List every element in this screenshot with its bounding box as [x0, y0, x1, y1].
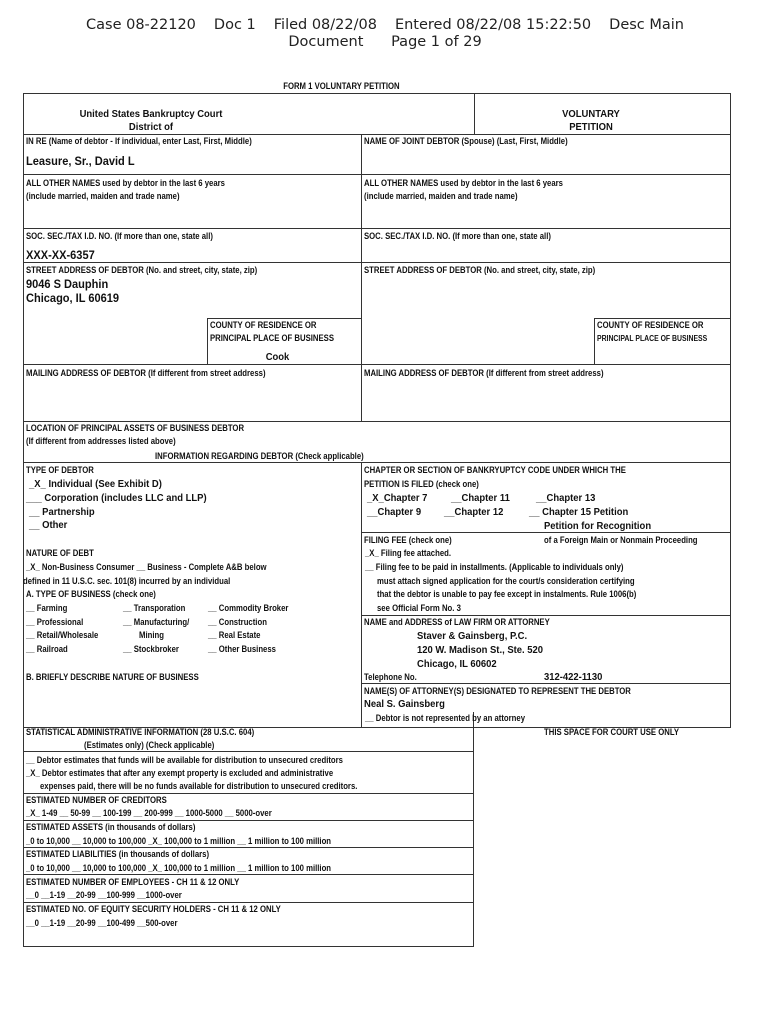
not-represented-option: __ Debtor is not represented by an attorney [365, 713, 526, 723]
business-other: __ Other Business [208, 644, 276, 654]
employees-options: __0 __1-19 __20-99 __100-999 __1000-over [26, 890, 182, 900]
other-names-note: (include married, maiden and trade name) [26, 191, 180, 201]
filing-fee-installments: __ Filing fee to be paid in installments. (Applicable to individuals only) [365, 562, 624, 572]
law-firm-street: 120 W. Madison St., Ste. 520 [417, 644, 544, 656]
desc: Desc Main [609, 17, 684, 33]
joint-mailing-label: MAILING ADDRESS OF DEBTOR (If different from street address) [364, 368, 604, 378]
filing-fee-label: FILING FEE (check one) [364, 535, 452, 545]
filing-fee-line3: must attach signed application for the court/s consideration certifying [377, 576, 635, 586]
filing-fee-line4: that the debtor is unable to pay fee except in instalments. Rule 1006(b) [377, 589, 637, 599]
creditors-label: ESTIMATED NUMBER OF CREDITORS [26, 795, 167, 805]
joint-county-label-2: PRINCIPAL PLACE OF BUSINESS [597, 334, 708, 343]
telephone-label: Telephone No. [364, 672, 417, 682]
debtor-name: Leasure, Sr., David L [26, 154, 135, 168]
other-option: __ Other [29, 519, 68, 531]
individual-option: _X_ Individual (See Exhibit D) [29, 478, 162, 490]
liabilities-options: _0 to 10,000 __ 10,000 to 100,000 _X_ 100,000 to 1 million __ 1 million to 100 million [26, 863, 332, 873]
location-note: (If different from addresses listed above) [26, 436, 176, 446]
chapter-15: __ Chapter 15 Petition [529, 506, 629, 518]
joint-other-names-note: (include married, maiden and trade name) [364, 191, 518, 201]
business-manufacturing: __ Manufacturing/ [123, 617, 190, 627]
funds-available-option: __ Debtor estimates that funds will be available for distribution to unsecured creditors [26, 755, 343, 765]
court-use-label: THIS SPACE FOR COURT USE ONLY [544, 727, 680, 737]
location-label: LOCATION OF PRINCIPAL ASSETS OF BUSINESS DEBTOR [26, 423, 245, 433]
case-header [0, 17, 770, 51]
county-value: Cook [265, 351, 290, 363]
designated-attorney-label: NAME(S) OF ATTORNEY(S) DESIGNATED TO REPRESENT THE DEBTOR [364, 686, 631, 696]
chapter-15-proceeding: of a Foreign Main or Nonmain Proceeding [544, 535, 698, 545]
street-label: STREET ADDRESS OF DEBTOR (No. and street, city, state, zip) [26, 265, 258, 275]
joint-street-label: STREET ADDRESS OF DEBTOR (No. and street, city, state, zip) [364, 265, 596, 275]
business-retail: __ Retail/Wholesale [26, 630, 99, 640]
nature-of-debt-definition: defined in 11 U.S.C. sec. 101(8) incurred by an individual [23, 576, 231, 586]
law-firm-city: Chicago, IL 60602 [417, 658, 497, 670]
assets-options: _0 to 10,000 __ 10,000 to 100,000 _X_ 100,000 to 1 million __ 1 million to 100 million [26, 836, 332, 846]
court-district: District of [128, 121, 174, 133]
page-number: Page 1 of 29 [391, 34, 482, 50]
type-of-debtor-label: TYPE OF DEBTOR [26, 465, 94, 475]
county-label: COUNTY OF RESIDENCE OR [210, 320, 317, 330]
other-names-label: ALL OTHER NAMES used by debtor in the last 6 years [26, 178, 225, 188]
petition-label: PETITION [569, 121, 613, 133]
creditors-options: _X_ 1-49 __ 50-99 __ 100-199 __ 200-999 __ 1000-5000 __ 5000-over [26, 808, 272, 818]
equity-holders-label: ESTIMATED NO. OF EQUITY SECURITY HOLDERS - CH 11 & 12 ONLY [26, 904, 281, 914]
document-label: Document [288, 34, 364, 50]
nature-of-debt-choice: _X_ Non-Business Consumer __ Business - Complete A&B below [26, 562, 267, 572]
no-funds-option: _X_ Debtor estimates that after any exempt property is excluded and administrative [26, 768, 334, 778]
county-label-2: PRINCIPAL PLACE OF BUSINESS [210, 333, 335, 343]
debtor-name-label: IN RE (Name of debtor - If individual, enter Last, First, Middle) [26, 136, 252, 146]
statistical-label: STATISTICAL ADMINISTRATIVE INFORMATION (28 U.S.C. 604) [26, 727, 255, 737]
assets-label: ESTIMATED ASSETS (in thousands of dollars) [26, 822, 196, 832]
business-transportation: __ Transporation [123, 603, 186, 613]
chapter-12: __Chapter 12 [444, 506, 504, 518]
chapter-label-2: PETITION IS FILED (check one) [364, 479, 479, 489]
law-firm-name: Staver & Gainsberg, P.C. [417, 630, 528, 642]
ssn-label: SOC. SEC./TAX I.D. NO. (If more than one, state all) [26, 231, 213, 241]
business-commodity: __ Commodity Broker [208, 603, 289, 613]
filed-date: Filed 08/22/08 [273, 17, 377, 33]
street-line2: Chicago, IL 60619 [26, 291, 120, 305]
partnership-option: __ Partnership [29, 506, 95, 518]
chapter-7: _X_Chapter 7 [367, 492, 428, 504]
form-title: FORM 1 VOLUNTARY PETITION [283, 81, 400, 91]
liabilities-label: ESTIMATED LIABILITIES (in thousands of dollars) [26, 849, 210, 859]
joint-ssn-label: SOC. SEC./TAX I.D. NO. (If more than one, state all) [364, 231, 551, 241]
info-heading: INFORMATION REGARDING DEBTOR (Check applicable) [155, 451, 364, 461]
joint-debtor-label: NAME OF JOINT DEBTOR (Spouse) (Last, First, Middle) [364, 136, 568, 146]
business-farming: __ Farming [26, 603, 68, 613]
chapter-11: __Chapter 11 [451, 492, 510, 504]
chapter-13: __Chapter 13 [536, 492, 596, 504]
street-line1: 9046 S Dauphin [26, 277, 109, 291]
chapter-15-recognition: Petition for Recognition [544, 520, 652, 532]
joint-other-names-label: ALL OTHER NAMES used by debtor in the last 6 years [364, 178, 563, 188]
mailing-label: MAILING ADDRESS OF DEBTOR (If different from street address) [26, 368, 266, 378]
attorney-label: NAME and ADDRESS of LAW FIRM OR ATTORNEY [364, 617, 550, 627]
corporation-option: ___ Corporation (includes LLC and LLP) [26, 492, 207, 504]
joint-county-label: COUNTY OF RESIDENCE OR [597, 320, 704, 330]
no-funds-note: expenses paid, there will be no funds available for distribution to unsecured creditors. [40, 781, 358, 791]
business-stockbroker: __ Stockbroker [123, 644, 179, 654]
statistical-note: (Estimates only) (Check applicable) [84, 740, 215, 750]
telephone-value: 312-422-1130 [544, 671, 603, 683]
employees-label: ESTIMATED NUMBER OF EMPLOYEES - CH 11 & 12 ONLY [26, 877, 240, 887]
business-railroad: __ Railroad [26, 644, 68, 654]
chapter-9: __Chapter 9 [367, 506, 422, 518]
type-of-business-label: A. TYPE OF BUSINESS (check one) [26, 589, 156, 599]
case-number: Case 08-22120 [86, 17, 196, 33]
filing-fee-attached: _X_ Filing fee attached. [365, 548, 452, 558]
ssn-value: XXX-XX-6357 [26, 248, 95, 262]
doc-number: Doc 1 [213, 17, 256, 33]
business-professional: __ Professional [26, 617, 84, 627]
describe-business-label: B. BRIEFLY DESCRIBE NATURE OF BUSINESS [26, 672, 199, 682]
filing-fee-line5: see Official Form No. 3 [377, 603, 461, 613]
designated-attorney: Neal S. Gainsberg [364, 698, 445, 710]
nature-of-debt-label: NATURE OF DEBT [26, 548, 94, 558]
voluntary-label: VOLUNTARY [562, 108, 620, 120]
chapter-label: CHAPTER OR SECTION OF BANKRYUPTCY CODE UNDER WHICH THE [364, 465, 626, 475]
equity-holders-options: __0 __1-19 __20-99 __100-499 __500-over [26, 918, 178, 928]
business-real-estate: __ Real Estate [208, 630, 261, 640]
court-name: United States Bankruptcy Court [79, 108, 223, 120]
entered-date: Entered 08/22/08 15:22:50 [394, 17, 592, 33]
business-construction: __ Construction [208, 617, 267, 627]
business-mining: Mining [139, 630, 164, 640]
